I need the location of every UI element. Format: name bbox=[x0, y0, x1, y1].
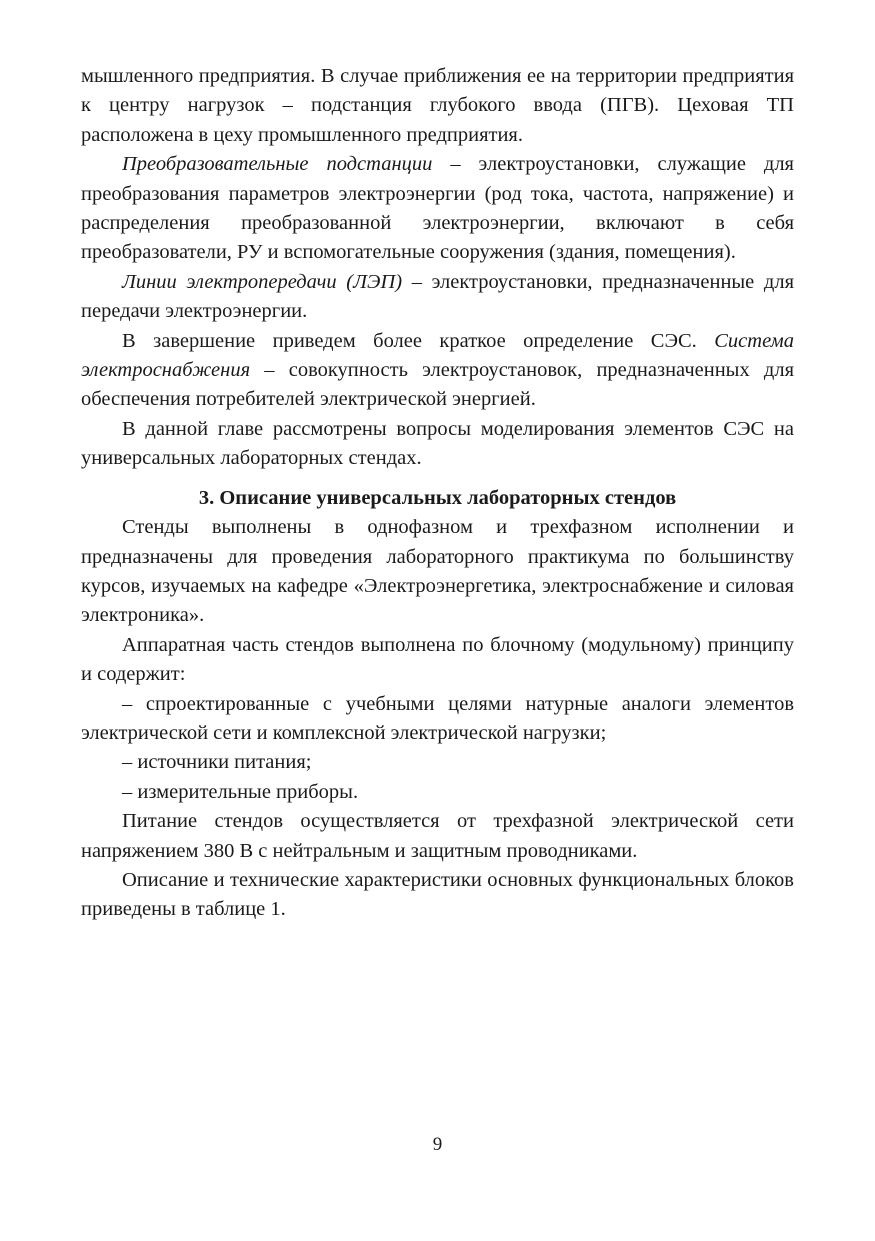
page-number: 9 bbox=[432, 1134, 443, 1155]
paragraph-stands-description: Стенды выполнены в однофазном и трехфазном исполнении и предназначены для проведения лабораторного практикума по большинству курсов, изучаемых на кафедре «Электроэнергетика, электроснабжение и силовая электроника». bbox=[81, 516, 794, 627]
intro-text: В завершение приведем более краткое определение СЭС. bbox=[122, 329, 715, 352]
definition-text: – электроустановки, предназначенные для передачи электроэнергии. bbox=[81, 270, 794, 323]
paragraph-chapter-scope: В данной главе рассмотрены вопросы моделирования элементов СЭС на универсальных лабораторных стендах. bbox=[81, 417, 794, 470]
definition-text: – электроустановки, служащие для преобразования параметров электроэнергии (род тока, частота, напряжение) и распределения преобразованной электроэнергии, включают в себя преобразователи, РУ и вспомогательные сооружения (здания, помещения). bbox=[81, 153, 794, 264]
paragraph-converter-substations bbox=[81, 150, 794, 268]
paragraph-power-supply: Питание стендов осуществляется от трехфазной электрической сети напряжением 380 В с нейтральным и защитным проводниками. bbox=[81, 810, 794, 862]
paragraph-power-lines bbox=[81, 268, 794, 327]
term-power-lines: Линии электропередачи (ЛЭП) bbox=[122, 270, 403, 293]
list-item: – измерительные приборы. bbox=[122, 780, 359, 803]
term-power-supply-system: Система электроснабжения bbox=[81, 329, 794, 382]
list-item: – источники питания; bbox=[122, 751, 312, 774]
paragraph-continuation: мышленного предприятия. В случае приближения ее на территории предприятия к центру нагрузок – подстанция глубокого ввода (ПГВ). Цеховая ТП расположена в цеху промышленного предприятия. bbox=[81, 65, 794, 146]
page-body bbox=[81, 62, 794, 925]
paragraph-ses-definition bbox=[81, 327, 794, 415]
paragraph-table-reference: Описание и технические характеристики основных функциональных блоков приведены в таблице 1. bbox=[81, 868, 794, 921]
definition-text: – совокупность электроустановок, предназначенных для обеспечения потребителей электрической энергией. bbox=[81, 359, 794, 411]
term-converter-substations: Преобразовательные подстанции bbox=[122, 153, 433, 176]
section-heading: 3. Описание универсальных лабораторных стендов bbox=[198, 486, 677, 509]
paragraph-hardware: Аппаратная часть стендов выполнена по блочному (модульному) принципу и содержит: bbox=[81, 633, 794, 686]
list-item: – спроектированные с учебными целями натурные аналоги элементов электрической сети и комплексной электрической нагрузки; bbox=[81, 692, 794, 744]
